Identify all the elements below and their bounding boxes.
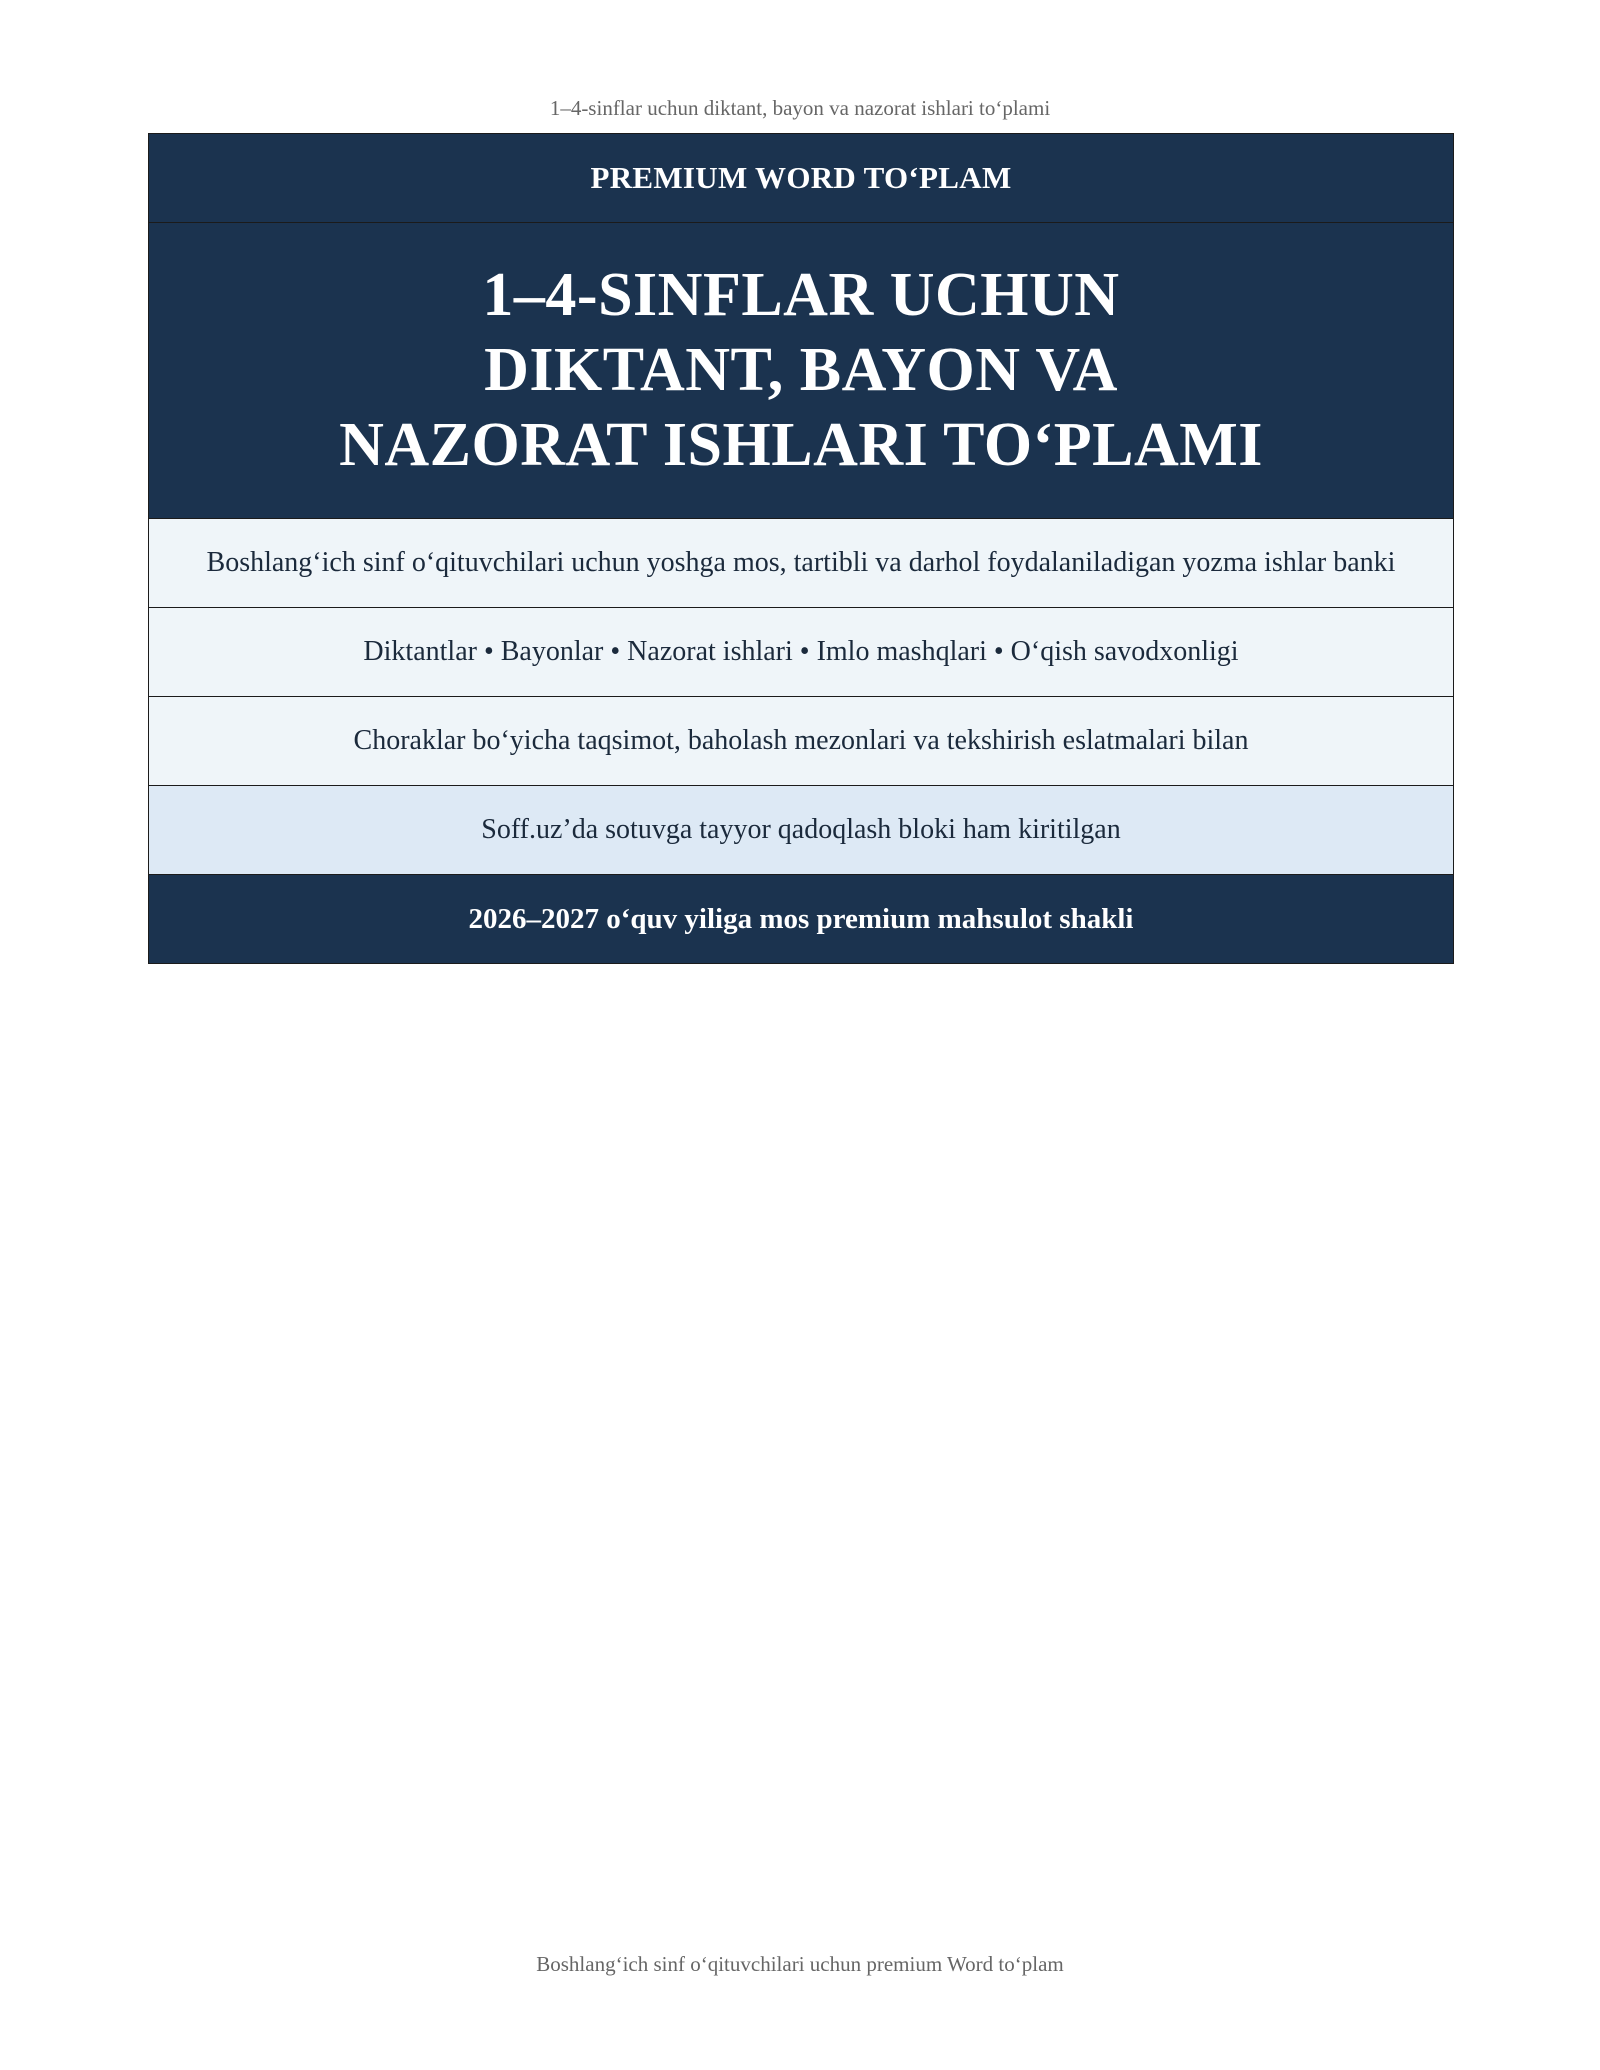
contents-row xyxy=(149,608,1454,697)
year-row xyxy=(149,875,1454,964)
cover-features: Choraklar bo‘yicha taqsimot, baholash mezonlari va tekshirish eslatmalari bilan xyxy=(149,697,1454,786)
cover-packaging-note: Soff.uz’da sotuvga tayyor qadoqlash bloki ham kiritilgan xyxy=(149,786,1454,875)
packaging-row xyxy=(149,786,1454,875)
cover-subtitle: Boshlang‘ich sinf o‘qituvchilari uchun yoshga mos, tartibli va darhol foydalaniladigan yozma ishlar banki xyxy=(149,519,1454,608)
running-footer: Boshlang‘ich sinf o‘qituvchilari uchun premium Word to‘plam xyxy=(536,1952,1064,1976)
cover-contents: Diktantlar • Bayonlar • Nazorat ishlari • Imlo mashqlari • O‘qish savodxonligi xyxy=(149,608,1454,697)
features-row xyxy=(149,697,1454,786)
cover-title-line-2: DIKTANT, BAYON VA xyxy=(484,336,1118,404)
cover-title xyxy=(149,223,1454,519)
cover-title-line-1: 1–4-SINFLAR UCHUN xyxy=(482,261,1120,329)
cover-table xyxy=(148,133,1454,964)
cover-year-note: 2026–2027 o‘quv yiliga mos premium mahsulot shakli xyxy=(149,875,1454,964)
cover-title-row xyxy=(149,223,1454,519)
running-header: 1–4-sinflar uchun diktant, bayon va nazorat ishlari to‘plami xyxy=(549,96,1051,120)
subtitle-row xyxy=(149,519,1454,608)
cover-label-row xyxy=(149,134,1454,223)
cover-title-line-3: NAZORAT ISHLARI TO‘PLAMI xyxy=(339,411,1263,479)
cover-label: PREMIUM WORD TO‘PLAM xyxy=(149,134,1454,223)
